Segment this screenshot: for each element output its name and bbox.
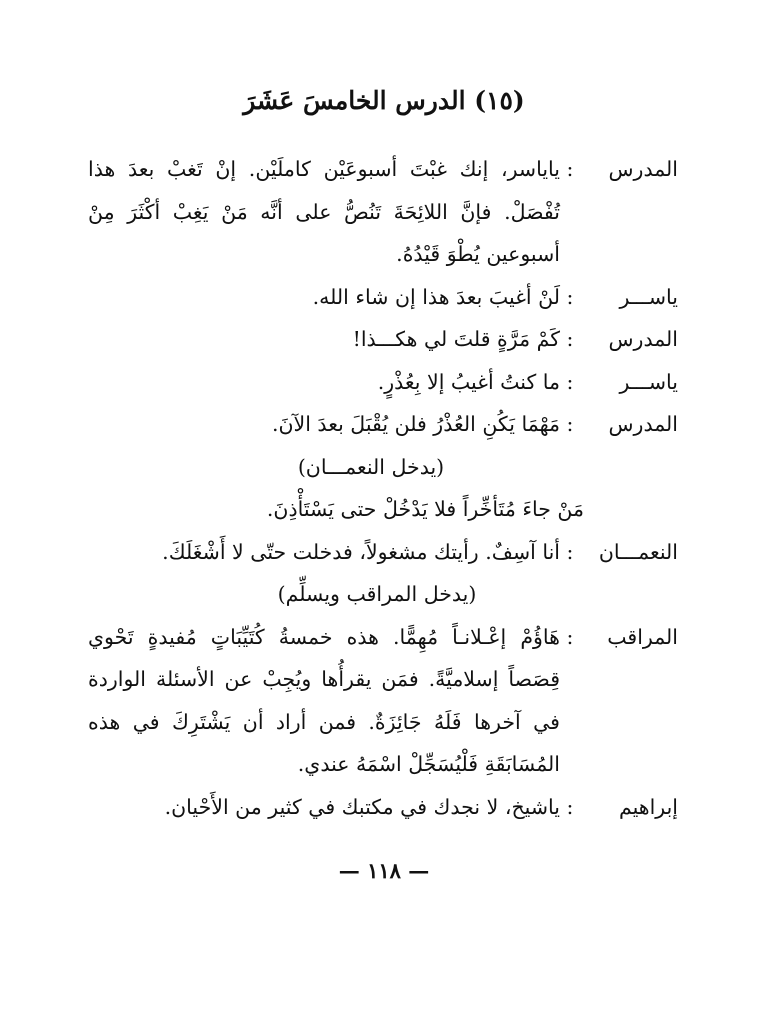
colon: : [566,624,574,649]
colon: : [566,412,574,436]
colon: : [566,284,574,309]
dialogue-line [88,786,678,829]
speaker-name: المدرس [608,412,678,436]
speech-text: ياياسر، إنك غبْتَ أسبوعَيْن كاملَيْن. إنْ تَغبْ بعدَ هذا تُفْصَلْ. فإنَّ اللائِحَةَ تَنُصُّ على أنَّه مَنْ يَغِبْ أكْثَرَ مِنْ أسبوعين يُطْوَ قَيْدُهُ. [88,157,560,266]
colon: : [566,539,574,564]
colon: : [566,157,574,181]
speaker-name: المراقب [607,624,678,649]
dialogue-line [88,148,678,276]
dialogue-line [88,616,678,786]
dialogue-line [88,318,678,361]
dialogue-line [88,361,678,404]
speech-text: لَنْ أغيبَ بعدَ هذا إن شاء الله. [312,284,560,309]
speech-text: أنا آسِفٌ. رأيتك مشغولاً، فدخلت حتّى لا أَشْغَلَكَ. [162,539,560,564]
dialogue [88,148,678,828]
colon: : [566,794,574,819]
speaker-name: ياســـر [619,369,678,394]
speech-text: ياشيخ، لا نجدك في مكتبك في كثير من الأَحْيان. [164,794,560,819]
speaker-name: المدرس [608,157,678,181]
stage-direction: (يدخل النعمـــان) [297,454,445,479]
speech-continuation: مَنْ جاءَ مُتَأخِّراً فلا يَدْخُلْ حتى يَسْتَأْذِنَ. [266,497,584,521]
speech-text: هَاؤُمْ إعْـلانـاً مُهِمًّا. هذه خمسةُ كُتَيِّبَاتٍ مُفيدةٍ تَحْوي قِصَصاً إسلاميَّةً. فمَن يقرأُها ويُجِبْ عن الأسئلة الواردة في آخرها فَلَهُ جَائِزَةٌ. فمن أراد أن يَشْتَرِكَ في هذه المُسَابَقَةِ فَلْيُسَجِّلْ اسْمَهُ عندي. [88,624,560,776]
dialogue-line [88,531,678,574]
page-title: (١٥) الدرس الخامسَ عَشَرَ [243,86,525,115]
speaker-name: ياســـر [619,284,678,309]
speaker-name: إبراهيم [618,794,678,819]
speaker-name: المدرس [608,327,678,351]
dialogue-line [88,276,678,319]
speech-text: ما كنتُ أغيبُ إلا بِعُذْرٍ. [377,369,560,394]
colon: : [566,327,574,351]
speech-text: مَهْمَا يَكُنِ العُذْرُ فلن يُقْبَلَ بعدَ الآنَ. [271,412,560,436]
dialogue-line [88,403,678,446]
page-number: — ١١٨ — [338,858,430,883]
colon: : [566,369,574,394]
stage-direction: (يدخل المراقب ويسلِّم) [277,582,477,606]
speech-text: كَمْ مَرَّةٍ قلتَ لي هكـــذا! [352,327,560,351]
speaker-name: النعمـــان [598,539,678,564]
